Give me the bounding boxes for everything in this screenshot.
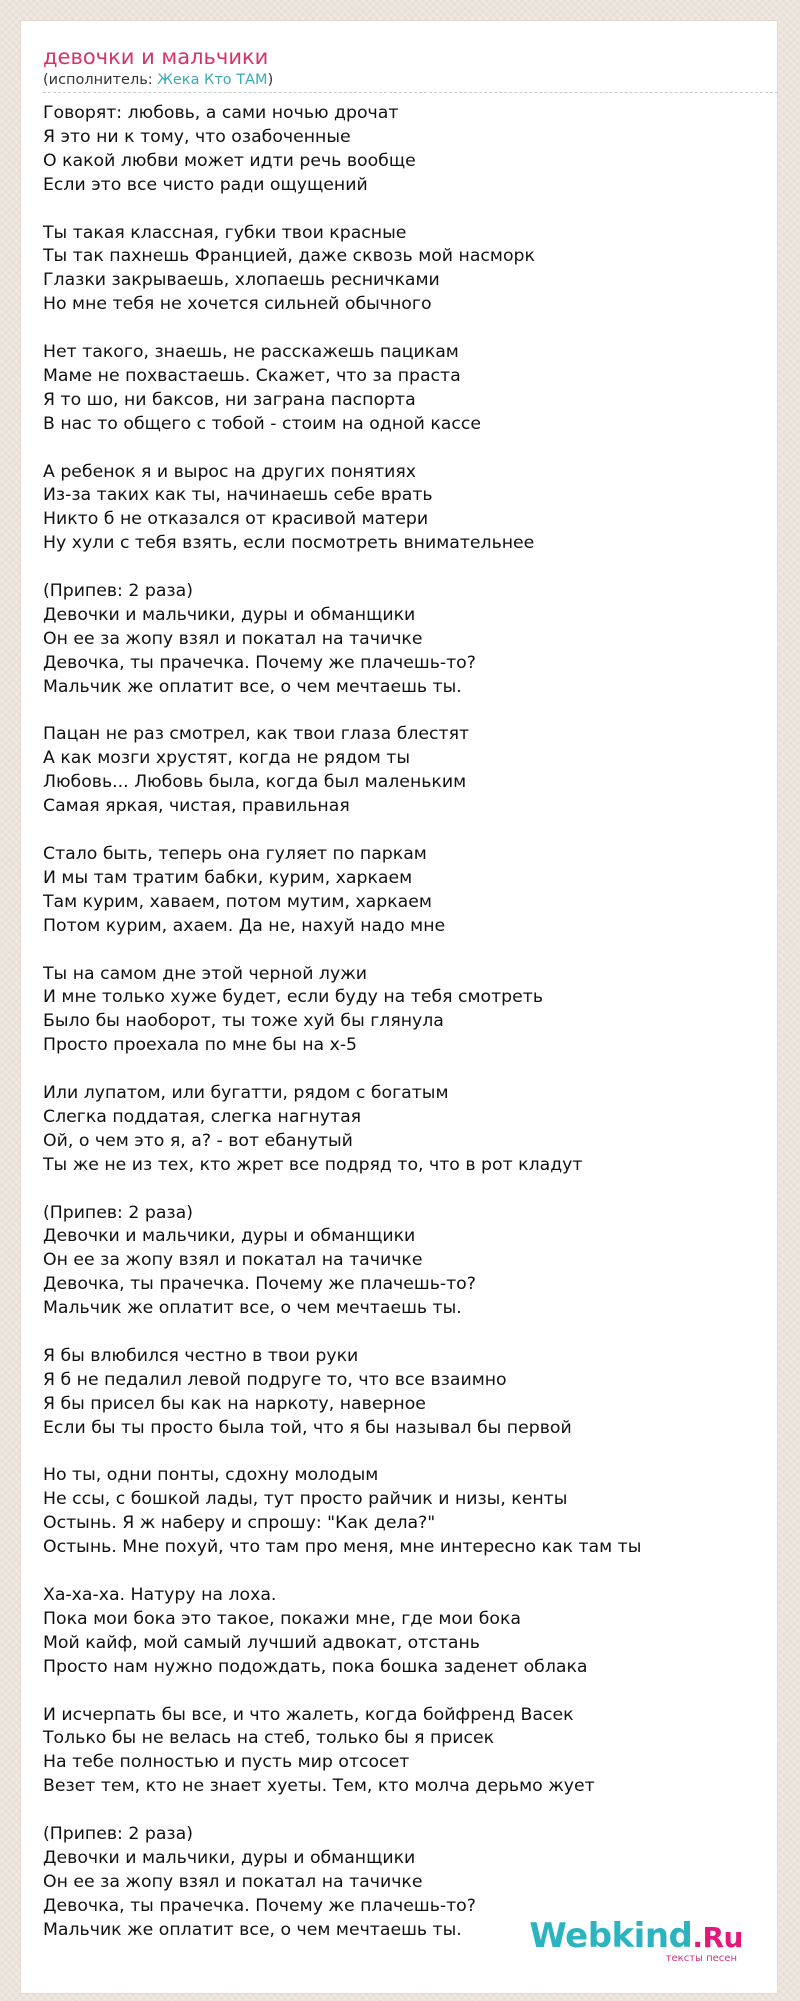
lyric-line: Стало быть, теперь она гуляет по паркам xyxy=(43,844,427,864)
lyric-line: (Припев: 2 раза) xyxy=(43,581,193,602)
stanza xyxy=(43,1082,773,1178)
lyric-line: Он ее за жопу взял и покатал на тачичке xyxy=(43,1871,423,1892)
lyric-line: И мне только хуже будет, если буду на тебя смотреть xyxy=(43,987,544,1008)
stanza xyxy=(43,1704,773,1800)
lyric-line: Пока мои бока это такое, покажи мне, где мои бока xyxy=(43,1608,521,1629)
lyric-line: Ты такая классная, губки твои красные xyxy=(43,222,407,243)
lyric-line: Девочки и мальчики, дуры и обманщики xyxy=(43,604,416,625)
lyric-line: Он ее за жопу взял и покатал на тачичке xyxy=(43,628,423,649)
lyric-line: А ребенок я и вырос на других понятиях xyxy=(43,461,417,482)
lyric-line: Никто б не отказался от красивой матери xyxy=(43,509,429,530)
lyric-line: Я бы присел бы как на наркоту, наверное xyxy=(43,1393,426,1414)
lyric-line: Просто проехала по мне бы на х-5 xyxy=(43,1035,358,1056)
lyric-line: Мальчик же оплатит все, о чем мечтаешь ты. xyxy=(43,676,462,697)
lyric-line: Но ты, одни понты, сдохну молодым xyxy=(43,1465,379,1486)
lyric-line: Потом курим, ахаем. Да не, нахуй надо мне xyxy=(43,915,446,936)
lyric-line: Было бы наоборот, ты тоже хуй бы глянула xyxy=(43,1011,444,1032)
lyric-line: Мальчик же оплатит все, о чем мечтаешь ты. xyxy=(43,1298,462,1319)
lyric-line: Если бы ты просто была той, что я бы называл бы первой xyxy=(43,1417,572,1438)
lyric-line: Он ее за жопу взял и покатал на тачичке xyxy=(43,1250,423,1271)
lyric-line: Девочки и мальчики, дуры и обманщики xyxy=(43,1847,416,1868)
lyric-line: Мальчик же оплатит все, о чем мечтаешь ты. xyxy=(43,1919,462,1940)
lyric-line: Маме не похвастаешь. Скажет, что за праста xyxy=(43,365,461,386)
lyric-line: Девочки и мальчики, дуры и обманщики xyxy=(43,1226,416,1247)
stanza xyxy=(43,1202,773,1322)
lyric-line: Девочка, ты прачечка. Почему же плачешь-то? xyxy=(43,1274,476,1295)
song-title: девочки и мальчики xyxy=(43,45,269,69)
lyric-line: Остынь. Мне похуй, что там про меня, мне интересно как там ты xyxy=(43,1537,642,1558)
lyric-line: На тебе полностью и пусть мир отсосет xyxy=(43,1752,410,1773)
lyric-line: Я то шо, ни баксов, ни заграна паспорта xyxy=(43,389,416,410)
lyric-line: О какой любви может идти речь вообще xyxy=(43,150,416,171)
lyric-line: Если это все чисто ради ощущений xyxy=(43,174,368,195)
stanza xyxy=(43,1345,773,1441)
lyric-line: Самая яркая, чистая, правильная xyxy=(43,796,350,817)
lyric-line: А как мозги хрустят, когда не рядом ты xyxy=(43,748,410,769)
lyric-line: (Припев: 2 раза) xyxy=(43,1202,193,1223)
lyrics-body xyxy=(43,102,773,1966)
lyric-line: Ты на самом дне этой черной лужи xyxy=(43,963,368,984)
stanza xyxy=(43,723,773,819)
stanza xyxy=(43,461,773,557)
lyric-line: Ой, о чем это я, а? - вот ебанутый xyxy=(43,1130,353,1151)
lyric-line: Я б не педалил левой подруге то, что все взаимно xyxy=(43,1369,507,1390)
lyric-line: Или лупатом, или бугатти, рядом с богатым xyxy=(43,1083,449,1104)
lyric-line: Любовь... Любовь была, когда был маленьким xyxy=(43,772,467,793)
lyric-line: И исчерпать бы все, и что жалеть, когда бойфренд Васек xyxy=(43,1704,574,1725)
stanza xyxy=(43,580,773,700)
performer-link[interactable]: Жека Кто ТАМ xyxy=(157,72,268,88)
lyric-line: (Припев: 2 раза) xyxy=(43,1824,193,1845)
performer-suffix: ) xyxy=(267,72,274,88)
lyric-line: Мой кайф, мой самый лучший адвокат, отстань xyxy=(43,1632,480,1653)
lyric-line: Там курим, хаваем, потом мутим, харкаем xyxy=(43,891,432,912)
logo-suffix: .Ru xyxy=(692,1921,743,1954)
logo-tagline: тексты песен xyxy=(665,1953,737,1964)
lyric-line: Остынь. Я ж наберу и спрошу: "Как дела?" xyxy=(43,1513,436,1534)
lyric-line: Везет тем, кто не знает хуеты. Тем, кто молча дерьмо жует xyxy=(43,1776,595,1797)
lyric-line: Я это ни к тому, что озабоченные xyxy=(43,126,351,147)
logo-wordmark xyxy=(529,1916,743,1956)
lyric-line: Ты же не из тех, кто жрет все подряд то, что в рот кладут xyxy=(43,1154,583,1175)
lyric-line: Ну хули с тебя взять, если посмотреть внимательнее xyxy=(43,533,535,554)
stanza xyxy=(43,963,773,1059)
lyric-line: Ты так пахнешь Францией, даже сквозь мой насморк xyxy=(43,246,535,267)
lyric-line: Не ссы, с бошкой лады, тут просто райчик и низы, кенты xyxy=(43,1489,568,1510)
stanza xyxy=(43,222,773,318)
lyric-line: Слегка поддатая, слегка нагнутая xyxy=(43,1106,362,1127)
lyric-line: Говорят: любовь, а сами ночью дрочат xyxy=(43,103,399,123)
lyric-line: Только бы не велась на стеб, только бы я присек xyxy=(43,1728,495,1749)
stanza xyxy=(43,1584,773,1680)
lyric-line: Просто нам нужно подождать, пока бошка заденет облака xyxy=(43,1656,588,1677)
header-divider xyxy=(43,92,778,93)
lyric-line: Ха-ха-ха. Натуру на лоха. xyxy=(43,1585,277,1605)
performer-line xyxy=(43,72,273,89)
performer-prefix: (исполнитель: xyxy=(43,72,158,88)
lyric-line: Но мне тебя не хочется сильней обычного xyxy=(43,294,432,315)
stanza xyxy=(43,102,773,198)
webkind-logo[interactable] xyxy=(529,1916,743,1964)
lyric-line: Пацан не раз смотрел, как твои глаза блестят xyxy=(43,724,470,745)
stanza xyxy=(43,843,773,939)
lyric-line: Нет такого, знаешь, не расскажешь пацикам xyxy=(43,342,459,363)
lyric-line: Девочка, ты прачечка. Почему же плачешь-то? xyxy=(43,652,476,673)
lyrics-card xyxy=(20,20,778,1994)
logo-main-text: Webkind xyxy=(529,1916,693,1956)
lyric-line: И мы там тратим бабки, курим, харкаем xyxy=(43,867,413,888)
lyric-line: Девочка, ты прачечка. Почему же плачешь-то? xyxy=(43,1895,476,1916)
stanza xyxy=(43,1464,773,1560)
lyric-line: Глазки закрываешь, хлопаешь ресничками xyxy=(43,270,440,291)
stanza xyxy=(43,341,773,437)
lyric-line: Из-за таких как ты, начинаешь себе врать xyxy=(43,485,433,506)
lyric-line: Я бы влюбился честно в твои руки xyxy=(43,1345,359,1366)
lyric-line: В нас то общего с тобой - стоим на одной кассе xyxy=(43,413,482,434)
